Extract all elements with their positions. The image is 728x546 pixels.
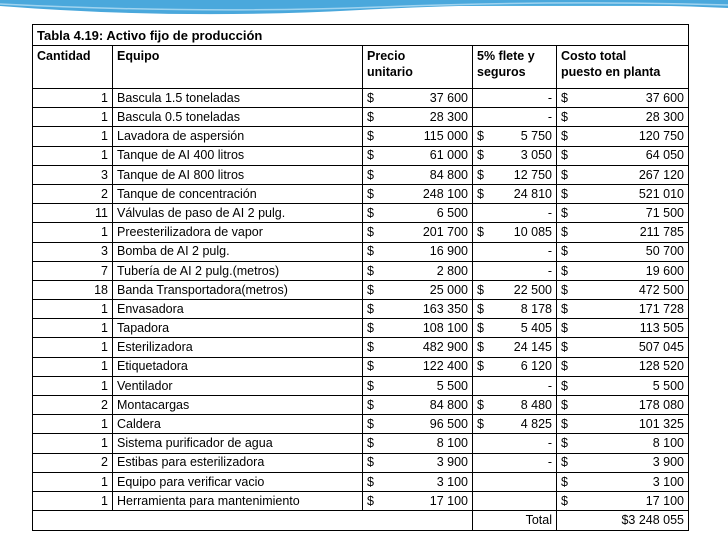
row-costo-value: 101 325 [638,417,684,432]
row-precio [363,491,473,510]
table-row [33,396,689,415]
row-flete-value: 22 500 [513,282,552,297]
row-precio [363,376,473,395]
row-costo [557,204,689,223]
currency-symbol: $ [561,417,568,432]
row-precio-value: 122 400 [422,359,468,374]
row-equipo: Bascula 1.5 toneladas [113,89,363,108]
currency-symbol: $ [367,359,374,374]
currency-symbol: $ [477,282,484,297]
row-costo-value: 28 300 [645,110,684,125]
total-label: Total [473,511,557,531]
row-flete: - [473,108,557,127]
row-flete [473,472,557,491]
table-row [33,300,689,319]
row-flete: - [473,453,557,472]
currency-symbol: $ [477,321,484,336]
table-row [33,434,689,453]
row-cantidad: 1 [33,319,113,338]
header-cantidad: Cantidad [33,46,113,89]
row-flete-value: 24 145 [513,340,552,355]
row-precio [363,146,473,165]
row-costo [557,415,689,434]
row-precio-value: 482 900 [422,340,468,355]
row-cantidad: 3 [33,165,113,184]
row-cantidad: 1 [33,357,113,376]
row-flete-value: 5 405 [520,321,552,336]
row-costo [557,491,689,510]
table-title: Tabla 4.19: Activo fijo de producción [33,25,689,46]
row-equipo: Etiquetadora [113,357,363,376]
row-cantidad: 2 [33,184,113,203]
currency-symbol: $ [367,417,374,432]
table-row [33,319,689,338]
row-flete-value: 5 750 [520,129,552,144]
currency-symbol: $ [477,167,484,182]
total-spacer [363,511,473,531]
table-row [33,184,689,203]
grand-total: $3 248 055 [557,511,689,531]
row-flete [473,280,557,299]
row-costo [557,242,689,261]
currency-symbol: $ [561,110,568,125]
row-costo [557,300,689,319]
row-precio [363,280,473,299]
table-row [33,127,689,146]
row-precio [363,223,473,242]
currency-symbol: $ [561,378,568,393]
row-flete [473,300,557,319]
table-document [32,24,692,528]
table-row [33,146,689,165]
row-costo-value: 5 500 [652,378,684,393]
row-flete [473,146,557,165]
row-precio [363,89,473,108]
row-costo [557,184,689,203]
slide-banner [0,0,728,20]
row-precio [363,472,473,491]
row-costo [557,338,689,357]
row-flete: - [473,242,557,261]
row-precio [363,434,473,453]
row-precio-value: 84 800 [429,167,468,182]
currency-symbol: $ [367,455,374,470]
row-precio-value: 84 800 [429,397,468,412]
row-precio [363,415,473,434]
row-flete [473,127,557,146]
row-flete [473,165,557,184]
row-equipo: Herramienta para mantenimiento [113,491,363,510]
row-precio-value: 6 500 [436,205,468,220]
row-costo-value: 521 010 [638,186,684,201]
row-cantidad: 3 [33,242,113,261]
row-costo-value: 472 500 [638,282,684,297]
row-equipo: Esterilizadora [113,338,363,357]
row-costo-value: 113 505 [639,321,684,336]
table-row [33,376,689,395]
row-equipo: Tapadora [113,319,363,338]
table-row [33,261,689,280]
row-cantidad: 1 [33,108,113,127]
row-equipo: Equipo para verificar vacio [113,472,363,491]
row-cantidad: 1 [33,491,113,510]
row-flete-value: 8 178 [520,301,552,316]
row-precio [363,396,473,415]
row-precio [363,319,473,338]
row-costo-value: 178 080 [638,397,684,412]
currency-symbol: $ [561,282,568,297]
row-precio [363,300,473,319]
currency-symbol: $ [561,263,568,278]
row-cantidad: 1 [33,338,113,357]
row-costo [557,146,689,165]
table-row [33,357,689,376]
row-flete [473,319,557,338]
currency-symbol: $ [367,378,374,393]
row-costo [557,108,689,127]
currency-symbol: $ [367,225,374,240]
row-costo-value: 64 050 [645,148,684,163]
row-precio-value: 16 900 [429,244,468,259]
currency-symbol: $ [561,90,568,105]
currency-symbol: $ [561,225,568,240]
row-flete: - [473,89,557,108]
row-costo-value: 507 045 [638,340,684,355]
header-flete-line2: seguros [477,65,526,80]
currency-symbol: $ [561,148,568,163]
row-costo-value: 120 750 [638,129,684,144]
header-costo-line1: Costo total [561,49,627,63]
currency-symbol: $ [561,436,568,451]
row-precio [363,204,473,223]
row-cantidad: 1 [33,434,113,453]
row-equipo: Tanque de AI 400 litros [113,146,363,165]
row-flete [473,491,557,510]
row-precio-value: 17 100 [429,493,468,508]
row-equipo: Tubería de AI 2 pulg.(metros) [113,261,363,280]
header-costo [557,46,689,89]
currency-symbol: $ [367,90,374,105]
currency-symbol: $ [561,340,568,355]
row-precio [363,108,473,127]
row-costo [557,319,689,338]
header-flete [473,46,557,89]
row-precio-value: 108 100 [422,321,468,336]
row-costo-value: 3 900 [652,455,684,470]
table-row [33,453,689,472]
row-precio-value: 96 500 [429,417,468,432]
currency-symbol: $ [367,397,374,412]
header-precio [363,46,473,89]
row-costo-value: 17 100 [645,493,684,508]
row-costo-value: 128 520 [638,359,684,374]
row-precio-value: 3 100 [436,474,468,489]
row-flete-value: 4 825 [520,417,552,432]
row-costo [557,453,689,472]
row-flete [473,396,557,415]
row-equipo: Válvulas de paso de AI 2 pulg. [113,204,363,223]
table-row [33,223,689,242]
row-costo-value: 37 600 [645,90,684,105]
row-flete-value: 10 085 [513,225,552,240]
row-flete [473,357,557,376]
row-precio [363,338,473,357]
table-row [33,89,689,108]
row-precio-value: 8 100 [436,436,468,451]
row-cantidad: 1 [33,146,113,165]
currency-symbol: $ [477,129,484,144]
currency-symbol: $ [561,474,568,489]
row-costo-value: 19 600 [645,263,684,278]
row-cantidad: 2 [33,396,113,415]
row-flete: - [473,204,557,223]
header-costo-line2: puesto en planta [561,65,661,80]
currency-symbol: $ [477,417,484,432]
currency-symbol: $ [367,436,374,451]
currency-symbol: $ [561,301,568,316]
currency-symbol: $ [367,148,374,163]
row-costo-value: 71 500 [645,205,684,220]
table-row [33,204,689,223]
row-precio-value: 201 700 [422,225,468,240]
currency-symbol: $ [477,359,484,374]
row-flete-value: 6 120 [520,359,552,374]
row-equipo: Bomba de AI 2 pulg. [113,242,363,261]
row-costo [557,261,689,280]
currency-symbol: $ [367,340,374,355]
header-precio-line1: Precio [367,49,406,63]
table-row [33,491,689,510]
total-row [33,511,689,531]
row-equipo: Envasadora [113,300,363,319]
table-row [33,108,689,127]
row-costo [557,223,689,242]
row-equipo: Bascula 0.5 toneladas [113,108,363,127]
currency-symbol: $ [561,397,568,412]
row-precio-value: 61 000 [429,148,468,163]
row-costo-value: 3 100 [652,474,684,489]
table-row [33,242,689,261]
fixed-assets-table [32,24,689,531]
row-flete: - [473,376,557,395]
currency-symbol: $ [367,474,374,489]
row-precio-value: 3 900 [436,455,468,470]
row-costo [557,434,689,453]
currency-symbol: $ [367,186,374,201]
currency-symbol: $ [477,301,484,316]
row-precio-value: 163 350 [422,301,468,316]
row-equipo: Caldera [113,415,363,434]
currency-symbol: $ [367,110,374,125]
row-precio [363,184,473,203]
row-precio-value: 28 300 [429,110,468,125]
table-row [33,338,689,357]
row-costo [557,376,689,395]
row-equipo: Tanque de concentración [113,184,363,203]
currency-symbol: $ [561,493,568,508]
row-precio-value: 115 000 [423,129,468,144]
row-flete: - [473,434,557,453]
row-costo [557,472,689,491]
currency-symbol: $ [477,186,484,201]
currency-symbol: $ [367,282,374,297]
row-cantidad: 18 [33,280,113,299]
currency-symbol: $ [367,301,374,316]
row-precio-value: 5 500 [436,378,468,393]
currency-symbol: $ [561,321,568,336]
row-costo [557,165,689,184]
currency-symbol: $ [477,340,484,355]
currency-symbol: $ [561,186,568,201]
table-header-row [33,46,689,89]
row-costo-value: 211 785 [639,225,684,240]
row-precio-value: 25 000 [429,282,468,297]
row-equipo: Tanque de AI 800 litros [113,165,363,184]
currency-symbol: $ [367,167,374,182]
row-costo [557,127,689,146]
row-cantidad: 11 [33,204,113,223]
row-cantidad: 1 [33,300,113,319]
row-equipo: Sistema purificador de agua [113,434,363,453]
row-flete [473,415,557,434]
currency-symbol: $ [367,321,374,336]
row-cantidad: 1 [33,127,113,146]
row-precio [363,357,473,376]
row-precio [363,242,473,261]
row-costo [557,280,689,299]
row-flete-value: 24 810 [513,186,552,201]
row-costo-value: 8 100 [652,436,684,451]
table-row [33,472,689,491]
currency-symbol: $ [561,244,568,259]
row-equipo: Lavadora de aspersión [113,127,363,146]
currency-symbol: $ [477,225,484,240]
row-equipo: Ventilador [113,376,363,395]
row-costo [557,357,689,376]
currency-symbol: $ [367,244,374,259]
row-flete [473,223,557,242]
header-flete-line1: 5% flete y [477,49,535,63]
row-flete-value: 8 480 [520,397,552,412]
row-cantidad: 1 [33,223,113,242]
row-cantidad: 7 [33,261,113,280]
row-precio [363,165,473,184]
row-flete-value: 3 050 [520,148,552,163]
header-precio-line2: unitario [367,65,413,80]
row-cantidad: 1 [33,415,113,434]
row-precio-value: 37 600 [429,90,468,105]
currency-symbol: $ [367,493,374,508]
table-row [33,165,689,184]
currency-symbol: $ [561,455,568,470]
row-flete [473,184,557,203]
row-cantidad: 2 [33,453,113,472]
row-costo [557,89,689,108]
currency-symbol: $ [561,167,568,182]
row-equipo: Banda Transportadora(metros) [113,280,363,299]
row-cantidad: 1 [33,376,113,395]
currency-symbol: $ [367,205,374,220]
total-spacer [113,511,363,531]
row-flete: - [473,261,557,280]
row-precio [363,261,473,280]
row-equipo: Preesterilizadora de vapor [113,223,363,242]
currency-symbol: $ [561,205,568,220]
table-row [33,280,689,299]
currency-symbol: $ [367,263,374,278]
header-equipo: Equipo [113,46,363,89]
banner-wave [0,0,728,20]
row-flete [473,338,557,357]
row-costo-value: 50 700 [645,244,684,259]
currency-symbol: $ [561,129,568,144]
row-flete-value: 12 750 [513,167,552,182]
row-precio [363,127,473,146]
currency-symbol: $ [477,397,484,412]
row-precio [363,453,473,472]
row-costo [557,396,689,415]
row-precio-value: 2 800 [436,263,468,278]
row-equipo: Montacargas [113,396,363,415]
row-costo-value: 267 120 [638,167,684,182]
row-cantidad: 1 [33,89,113,108]
row-costo-value: 171 728 [638,301,684,316]
table-row [33,415,689,434]
currency-symbol: $ [561,359,568,374]
currency-symbol: $ [367,129,374,144]
row-cantidad: 1 [33,472,113,491]
total-spacer [33,511,113,531]
row-equipo: Estibas para esterilizadora [113,453,363,472]
row-precio-value: 248 100 [422,186,468,201]
currency-symbol: $ [477,148,484,163]
